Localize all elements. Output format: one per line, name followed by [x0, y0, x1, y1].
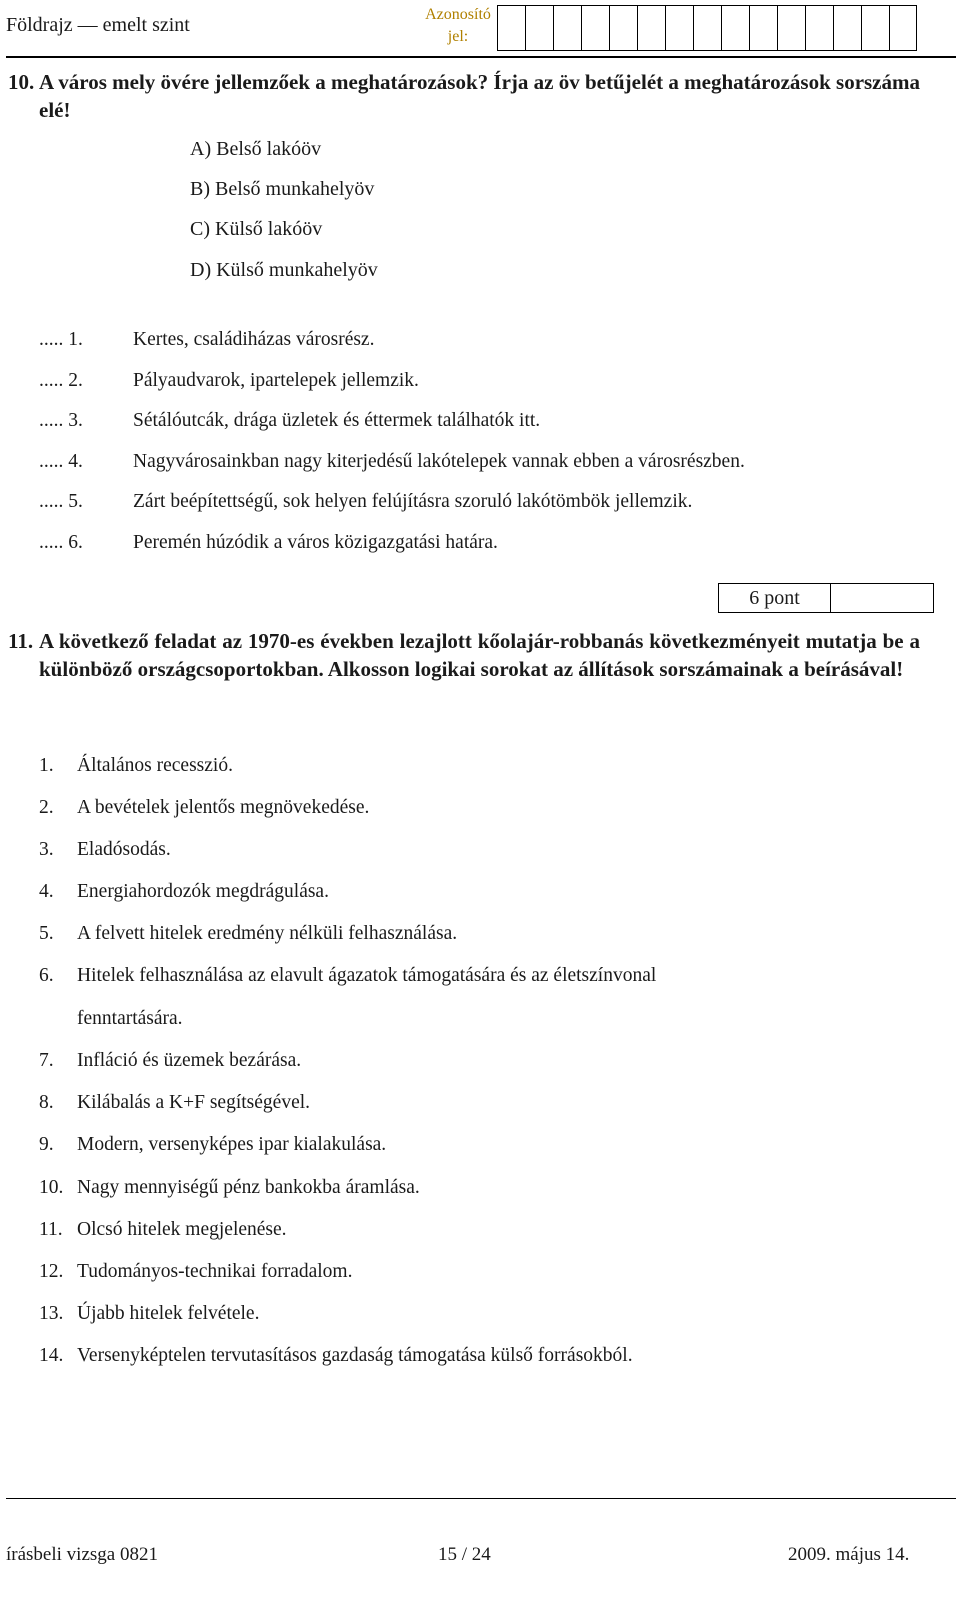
item-number: 5. — [39, 923, 54, 944]
answer-blank-1[interactable]: ..... 1. — [39, 329, 83, 350]
item-text: A bevételek jelentős megnövekedése. — [77, 797, 370, 818]
id-cell[interactable] — [553, 6, 581, 50]
id-cell[interactable] — [497, 6, 525, 50]
item-text: Olcsó hitelek megjelenése. — [77, 1219, 287, 1240]
question-number: 11. — [8, 629, 34, 653]
footer-date: 2009. május 14. — [788, 1544, 910, 1565]
item-number: 8. — [39, 1092, 54, 1113]
statement-text: Pályaudvarok, ipartelepek jellemzik. — [133, 370, 419, 391]
item-text: Infláció és üzemek bezárása. — [77, 1050, 302, 1071]
zone-option-a: A) Belső lakóöv — [190, 138, 322, 160]
id-cell[interactable] — [693, 6, 721, 50]
item-text: Kilábalás a K+F segítségével. — [77, 1092, 311, 1113]
id-cell[interactable] — [637, 6, 665, 50]
item-number: 14. — [39, 1345, 64, 1366]
answer-blank-5[interactable]: ..... 5. — [39, 491, 83, 512]
id-input-grid[interactable] — [497, 5, 917, 51]
id-cell[interactable] — [581, 6, 609, 50]
id-cell[interactable] — [665, 6, 693, 50]
item-number: 12. — [39, 1261, 64, 1282]
zone-option-d: D) Külső munkahelyöv — [190, 259, 378, 281]
question-text: A város mely övére jellemzőek a meghatározások? Írja az öv betűjelét a meghatározások sorszáma elé! — [39, 70, 920, 122]
item-number: 3. — [39, 839, 54, 860]
question-number: 10. — [8, 70, 35, 94]
id-cell[interactable] — [721, 6, 749, 50]
statement-text: Kertes, családiházas városrész. — [133, 329, 375, 350]
id-cell[interactable] — [777, 6, 805, 50]
item-text: Újabb hitelek felvétele. — [77, 1303, 260, 1324]
answer-blank-3[interactable]: ..... 3. — [39, 410, 83, 431]
footer-page-number: 15 / 24 — [438, 1544, 491, 1565]
item-number: 10. — [39, 1177, 64, 1198]
item-text: Eladósodás. — [77, 839, 171, 860]
item-text-continuation: fenntartására. — [77, 1008, 183, 1029]
item-text: Nagy mennyiségű pénz bankokba áramlása. — [77, 1177, 420, 1198]
item-text: A felvett hitelek eredmény nélküli felhasználása. — [77, 923, 458, 944]
id-cell[interactable] — [609, 6, 637, 50]
item-text: Tudományos-technikai forradalom. — [77, 1261, 353, 1282]
points-label: 6 pont — [719, 584, 831, 612]
item-number: 4. — [39, 881, 54, 902]
zone-option-c: C) Külső lakóöv — [190, 218, 323, 240]
zone-option-b: B) Belső munkahelyöv — [190, 178, 375, 200]
item-number: 6. — [39, 965, 54, 986]
answer-blank-4[interactable]: ..... 4. — [39, 451, 83, 472]
item-number: 11. — [39, 1219, 63, 1240]
header-divider — [6, 56, 956, 58]
statement-text: Peremén húzódik a város közigazgatási határa. — [133, 532, 498, 553]
id-cell[interactable] — [749, 6, 777, 50]
question-11-prompt — [8, 627, 920, 683]
item-number: 9. — [39, 1134, 54, 1155]
question-10-prompt — [8, 68, 920, 124]
item-text: Modern, versenyképes ipar kialakulása. — [77, 1134, 387, 1155]
item-number: 7. — [39, 1050, 54, 1071]
id-cell[interactable] — [861, 6, 889, 50]
points-box — [718, 583, 934, 613]
id-cell[interactable] — [889, 6, 917, 50]
id-cell[interactable] — [525, 6, 553, 50]
id-cell[interactable] — [805, 6, 833, 50]
question-text: A következő feladat az 1970-es években lezajlott kőolajár-robbanás következményeit mutatja be a különböző országcsoportokban. Alkosson logikai sorokat az állítások sorszámainak a beírásával! — [39, 629, 920, 681]
item-number: 1. — [39, 755, 54, 776]
footer-divider — [6, 1498, 956, 1499]
item-number: 2. — [39, 797, 54, 818]
id-cell[interactable] — [833, 6, 861, 50]
answer-blank-6[interactable]: ..... 6. — [39, 532, 83, 553]
item-number: 13. — [39, 1303, 64, 1324]
statement-text: Nagyvárosainkban nagy kiterjedésű lakótelepek vannak ebben a városrészben. — [133, 451, 745, 472]
points-score-field[interactable] — [831, 584, 933, 612]
item-text: Általános recesszió. — [77, 755, 233, 776]
item-text: Energiahordozók megdrágulása. — [77, 881, 329, 902]
item-text: Hitelek felhasználása az elavult ágazatok támogatására és az életszínvonal — [77, 965, 657, 986]
statement-text: Sétálóutcák, drága üzletek és éttermek találhatók itt. — [133, 410, 541, 431]
item-text: Versenyképtelen tervutasításos gazdaság támogatása külső forrásokból. — [77, 1345, 633, 1366]
answer-blank-2[interactable]: ..... 2. — [39, 370, 83, 391]
statement-text: Zárt beépítettségű, sok helyen felújításra szoruló lakótömbök jellemzik. — [133, 491, 693, 512]
header-subject-title: Földrajz — emelt szint — [6, 14, 190, 36]
footer-exam-code: írásbeli vizsga 0821 — [6, 1544, 158, 1565]
id-label: Azonosító jel: — [425, 6, 491, 45]
